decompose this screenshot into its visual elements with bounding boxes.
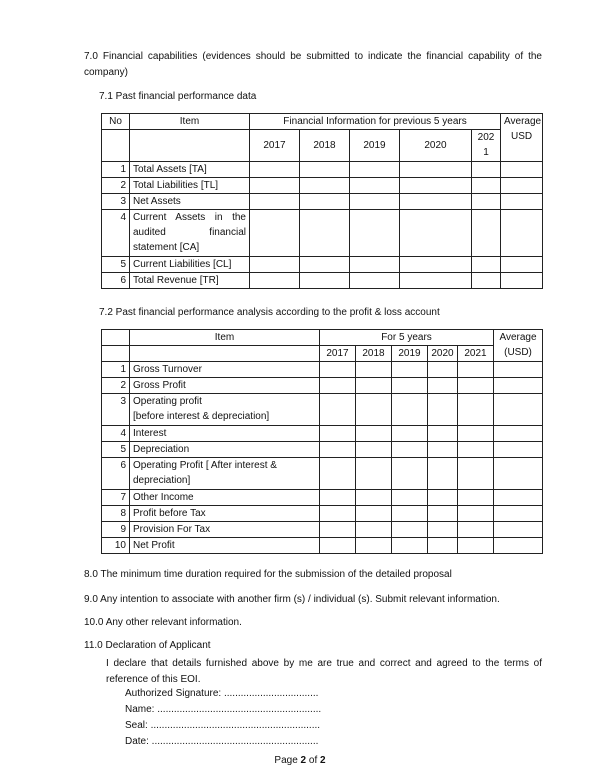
table-row [102,522,543,538]
section-7-text: Financial capabilities (evidences should be submitted to indicate the financial capability of the company) [84,51,542,78]
value-cell [320,362,356,378]
row-number: 2 [102,178,130,194]
value-cell [356,506,392,522]
section-9 [84,594,500,605]
table-row [102,273,543,289]
value-cell [320,538,356,554]
header-item-blank [130,130,250,162]
value-cell [494,442,543,458]
year-2021-part-b: 1 [483,147,489,158]
value-cell [300,178,350,194]
value-cell [400,273,472,289]
value-cell [356,362,392,378]
value-cell [320,490,356,506]
value-cell [458,362,494,378]
date-field: Date: ............................................................ [125,736,319,747]
value-cell [472,257,501,273]
value-cell [356,394,392,426]
section-9-text: Any intention to associate with another firm (s) / individual (s). Submit relevant information. [100,594,500,605]
section-8-number: 8.0 [84,569,98,580]
row-number: 5 [102,257,130,273]
table-row [102,178,543,194]
year-2017: 2017 [250,130,300,162]
year-2020: 2020 [400,130,472,162]
year-2018: 2018 [300,130,350,162]
value-cell [356,378,392,394]
value-cell [458,522,494,538]
header-average [494,330,543,362]
value-cell [501,210,543,257]
header-financial-info: Financial Information for previous 5 years [250,114,501,130]
value-cell [428,458,458,490]
section-7-1-title: 7.1 Past financial performance data [99,91,257,102]
value-cell [428,506,458,522]
value-cell [501,273,543,289]
value-cell [350,178,400,194]
value-cell [356,490,392,506]
row-item: Net Assets [130,194,250,210]
financial-data-table [101,113,543,289]
value-cell [428,378,458,394]
value-cell [400,194,472,210]
value-cell [501,257,543,273]
header-no-blank [102,330,130,346]
section-8-text: The minimum time duration required for the submission of the detailed proposal [100,569,452,580]
value-cell [320,506,356,522]
value-cell [400,178,472,194]
value-cell [392,426,428,442]
year-2021: 2021 [458,346,494,362]
value-cell [320,426,356,442]
row-number: 3 [102,394,130,426]
row-item [130,394,320,426]
table-row [102,378,543,394]
row-number: 6 [102,273,130,289]
year-2020: 2020 [428,346,458,362]
value-cell [356,426,392,442]
footer-of: of [306,755,321,766]
table-row [102,394,543,426]
value-cell [494,394,543,426]
value-cell [428,394,458,426]
header-usd-label: (USD) [504,347,532,358]
row-item: Depreciation [130,442,320,458]
year-2017: 2017 [320,346,356,362]
value-cell [428,362,458,378]
section-7-paragraph [84,49,542,81]
value-cell [300,273,350,289]
header-average-label: Average [504,116,542,127]
value-cell [472,162,501,178]
value-cell [392,362,428,378]
value-cell [501,178,543,194]
row-number: 5 [102,442,130,458]
header-no: No [102,114,130,130]
profit-loss-table [101,329,543,554]
header-item-blank [130,346,320,362]
value-cell [392,538,428,554]
footer-prefix: Page [274,755,301,766]
row-item [130,458,320,490]
header-item: Item [130,114,250,130]
value-cell [356,522,392,538]
section-7-number: 7.0 [84,51,98,62]
row-item: Gross Profit [130,378,320,394]
value-cell [392,458,428,490]
section-7-2-title: 7.2 Past financial performance analysis according to the profit & loss account [99,307,440,318]
value-cell [350,257,400,273]
year-2019: 2019 [392,346,428,362]
table-row [102,362,543,378]
table-row [102,506,543,522]
value-cell [392,506,428,522]
section-9-number: 9.0 [84,594,98,605]
row-item: Total Liabilities [TL] [130,178,250,194]
value-cell [458,426,494,442]
value-cell [458,378,494,394]
header-item: Item [130,330,320,346]
value-cell [458,442,494,458]
value-cell [250,162,300,178]
value-cell [320,458,356,490]
year-2021-part-a: 202 [477,132,495,143]
value-cell [458,458,494,490]
row-item: Other Income [130,490,320,506]
row-item: Interest [130,426,320,442]
value-cell [494,506,543,522]
row-number: 4 [102,426,130,442]
value-cell [392,394,428,426]
section-10-number: 10.0 [84,617,104,628]
header-usd-label: USD [510,131,533,142]
value-cell [400,162,472,178]
value-cell [494,378,543,394]
page-footer [0,755,600,766]
value-cell [400,257,472,273]
value-cell [356,442,392,458]
value-cell [320,522,356,538]
value-cell [250,273,300,289]
section-10 [84,617,242,628]
value-cell [250,178,300,194]
value-cell [428,522,458,538]
section-10-text: Any other relevant information. [105,617,242,628]
year-2019: 2019 [350,130,400,162]
value-cell [458,394,494,426]
value-cell [350,162,400,178]
value-cell [300,194,350,210]
row-number: 2 [102,378,130,394]
row-item: Current Assets in the audited financial statement [CA] [130,210,250,257]
row-number: 4 [102,210,130,257]
value-cell [320,394,356,426]
value-cell [320,442,356,458]
table-row [102,490,543,506]
header-average-label: Average [499,332,537,343]
year-2018: 2018 [356,346,392,362]
row-item-line-2: depreciation] [133,475,191,486]
value-cell [458,490,494,506]
value-cell [250,210,300,257]
section-11-title [84,640,211,651]
value-cell [350,210,400,257]
table-row [102,210,543,257]
row-item: Total Revenue [TR] [130,273,250,289]
value-cell [350,194,400,210]
value-cell [356,538,392,554]
row-number: 1 [102,162,130,178]
footer-total-pages: 2 [320,755,326,766]
value-cell [320,378,356,394]
value-cell [458,506,494,522]
value-cell [494,538,543,554]
value-cell [392,490,428,506]
value-cell [428,538,458,554]
value-cell [494,522,543,538]
value-cell [494,426,543,442]
value-cell [350,273,400,289]
footer-current-page: 2 [300,755,307,766]
value-cell [428,426,458,442]
value-cell [494,362,543,378]
row-number: 8 [102,506,130,522]
value-cell [250,257,300,273]
value-cell [300,257,350,273]
table-row [102,162,543,178]
value-cell [501,194,543,210]
row-number: 9 [102,522,130,538]
row-number: 3 [102,194,130,210]
header-average [501,114,543,162]
row-number: 7 [102,490,130,506]
row-item-line-2: [before interest & depreciation] [133,411,270,422]
table-row [102,442,543,458]
row-item: Profit before Tax [130,506,320,522]
row-item: Gross Turnover [130,362,320,378]
row-item: Provision For Tax [130,522,320,538]
row-item: Net Profit [130,538,320,554]
value-cell [428,490,458,506]
row-item: Current Liabilities [CL] [130,257,250,273]
value-cell [494,490,543,506]
year-2021 [472,130,501,162]
authorized-signature-field: Authorized Signature: .................................. [125,688,319,699]
row-number: 10 [102,538,130,554]
header-no-blank [102,346,130,362]
table-row [102,538,543,554]
table-row [102,257,543,273]
value-cell [501,162,543,178]
value-cell [472,194,501,210]
section-8 [84,569,452,580]
value-cell [392,378,428,394]
row-item: Total Assets [TA] [130,162,250,178]
seal-field: Seal: ............................................................. [125,720,321,731]
name-field: Name: ........................................................... [125,704,322,715]
value-cell [494,458,543,490]
value-cell [250,194,300,210]
header-for-5-years: For 5 years [320,330,494,346]
value-cell [356,458,392,490]
value-cell [472,178,501,194]
row-item-line-1: Operating Profit [ After interest & [133,460,277,471]
row-item-line-1: Operating profit [133,396,202,407]
value-cell [300,210,350,257]
value-cell [472,273,501,289]
value-cell [472,210,501,257]
value-cell [392,442,428,458]
value-cell [458,538,494,554]
value-cell [392,522,428,538]
section-11-title-text: Declaration of Applicant [105,640,211,651]
row-number: 1 [102,362,130,378]
value-cell [300,162,350,178]
table-row [102,194,543,210]
table-row [102,458,543,490]
table-row [102,426,543,442]
declaration-text: I declare that details furnished above by me are true and correct and agreed to the terms of reference of this EOI. [106,658,542,685]
value-cell [428,442,458,458]
section-11-number: 11.0 [84,640,103,651]
value-cell [400,210,472,257]
row-number: 6 [102,458,130,490]
header-no-blank [102,130,130,162]
